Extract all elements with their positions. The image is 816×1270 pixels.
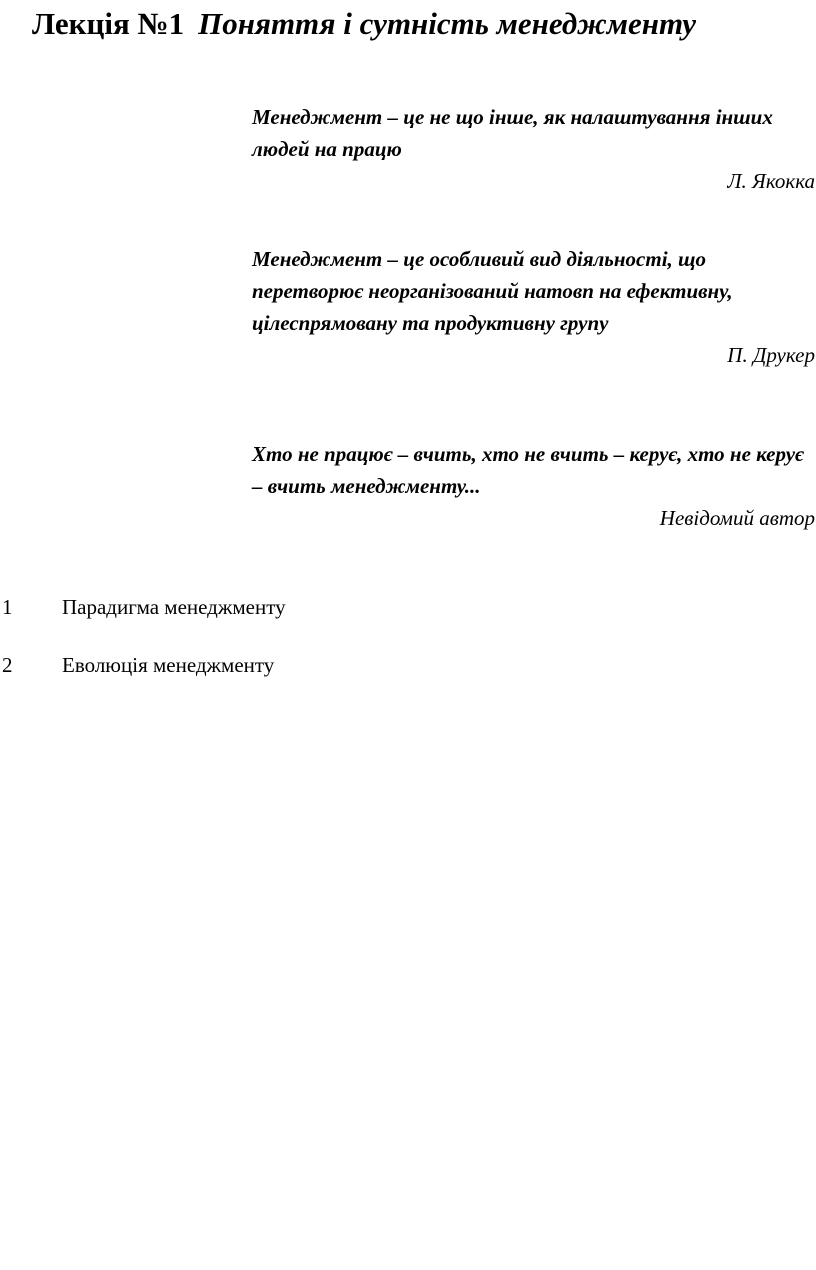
- lecture-number: Лекція №1: [32, 6, 185, 41]
- quote-author: Л. Якокка: [727, 169, 815, 193]
- outline-item-number: 2: [2, 653, 13, 677]
- outline-item-number: 1: [2, 595, 13, 619]
- quote-text: Менеджмент – це особливий вид діяльності, що перетворює неорганізований натовп на ефективну, цілеспрямовану та продуктивну групу: [252, 247, 733, 335]
- lecture-topic: Поняття і сутність менеджменту: [198, 6, 697, 41]
- outline-item: [0, 648, 816, 706]
- outline-item-label: Еволюція менеджменту: [62, 653, 275, 677]
- epigraph-quote: [252, 243, 815, 371]
- outline-item-label: Парадигма менеджменту: [62, 595, 286, 619]
- quote-author: Невідомий автор: [659, 506, 815, 530]
- epigraph-quote: [252, 438, 815, 534]
- quote-text: Хто не працює – вчить, хто не вчить – керує, хто не керує – вчить менеджменту...: [252, 442, 804, 498]
- quote-text: Менеджмент – це не що інше, як налаштування інших людей на працю: [252, 105, 773, 161]
- outline-item: [0, 590, 816, 648]
- page-title: [32, 2, 696, 46]
- lecture-outline: [0, 590, 816, 706]
- epigraph-quote: [252, 101, 815, 197]
- quote-author: П. Друкер: [727, 343, 815, 367]
